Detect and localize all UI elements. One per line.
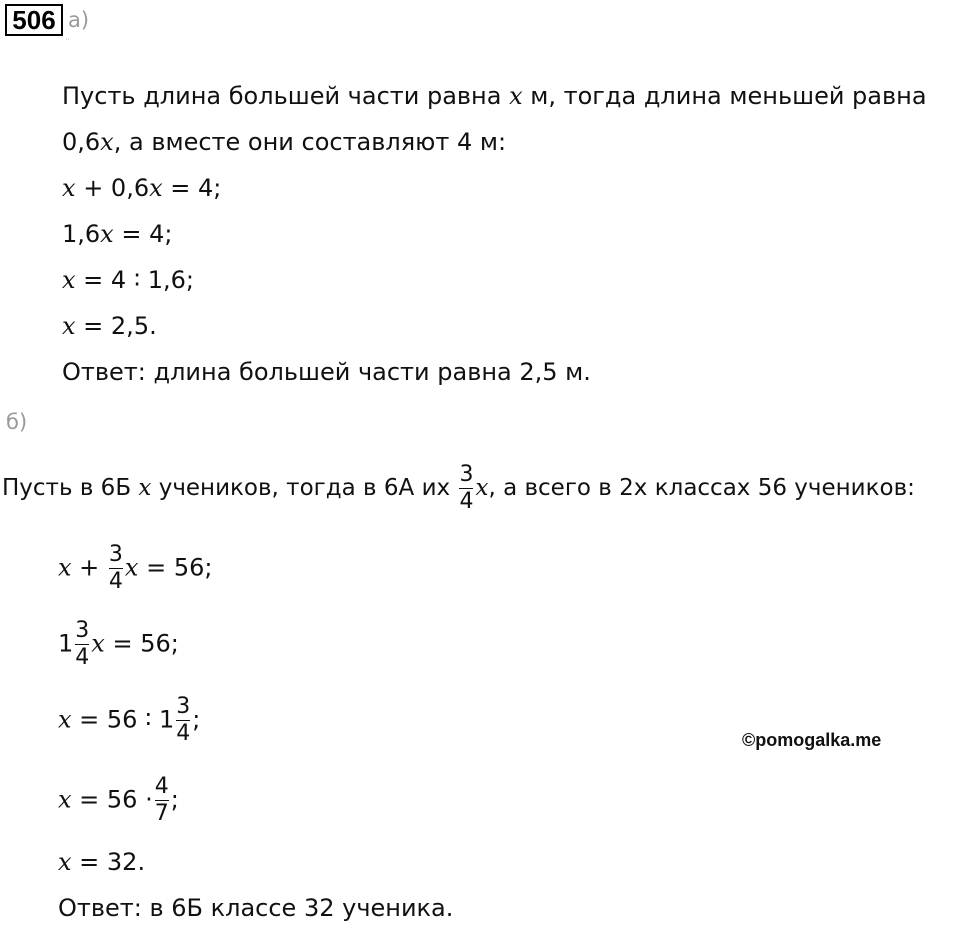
text: учеников, тогда в 6А их [151, 475, 458, 501]
part-b-intro [2, 462, 915, 515]
variable: x [509, 82, 523, 110]
text: ; [192, 705, 201, 734]
part-a-equation-1 [62, 172, 221, 204]
variable: x [138, 475, 152, 501]
denominator: 4 [75, 645, 90, 670]
variable: x [62, 312, 76, 340]
text: ; [170, 785, 179, 814]
numerator: 3 [176, 694, 191, 719]
variable: x [100, 128, 114, 156]
text: 1,6 [62, 220, 101, 248]
part-a-intro-line-1 [62, 80, 927, 112]
variable: x [58, 785, 72, 814]
part-a-equation-4 [62, 310, 157, 342]
numerator: 3 [75, 618, 90, 643]
text: , а всего в 2х классах 56 учеников: [488, 475, 915, 501]
variable: x [58, 553, 72, 582]
variable: x [149, 174, 163, 202]
numerator: 4 [154, 774, 169, 799]
text: + [71, 553, 107, 582]
variable: x [91, 629, 105, 658]
variable: x [58, 848, 72, 876]
part-a-label: а) [68, 8, 90, 32]
part-b-label: б) [6, 410, 28, 434]
variable: x [62, 266, 76, 294]
text: м, тогда длина меньшей равна [522, 82, 927, 110]
part-a-intro-line-2 [62, 126, 506, 158]
part-a-equation-2 [62, 218, 172, 250]
variable: x [58, 705, 72, 734]
denominator: 4 [459, 489, 474, 514]
text: = 2,5. [75, 312, 157, 340]
part-b-equation-3 [58, 694, 200, 747]
text: 0,6 [62, 128, 101, 156]
text: 1 [58, 629, 74, 658]
part-b-equation-4 [58, 774, 179, 827]
numerator: 3 [459, 462, 474, 487]
variable: x [62, 174, 76, 202]
text: = 56 · [71, 785, 153, 814]
text: = 56; [138, 553, 213, 582]
fraction [176, 694, 190, 747]
denominator: 4 [176, 721, 191, 746]
variable: x [475, 475, 489, 501]
part-a-equation-3 [62, 264, 194, 296]
problem-number: 506 [5, 4, 63, 36]
fraction [155, 774, 169, 827]
part-b-answer: Ответ: в 6Б классе 32 ученика. [58, 894, 454, 922]
text: = 32. [71, 848, 146, 876]
variable: x [100, 220, 114, 248]
text: = 4; [113, 220, 173, 248]
text: = 56 ∶ 1 [71, 705, 175, 734]
part-b-equation-1 [58, 542, 212, 595]
text: = 4; [162, 174, 222, 202]
tick-mark: ¨ [65, 38, 70, 49]
text: Пусть в 6Б [2, 475, 139, 501]
text: , а вместе они составляют 4 м: [113, 128, 507, 156]
fraction [75, 618, 89, 671]
denominator: 4 [108, 569, 123, 594]
variable: x [124, 553, 139, 582]
part-a-answer: Ответ: длина большей части равна 2,5 м. [62, 358, 591, 386]
numerator: 3 [108, 542, 123, 567]
fraction [109, 542, 123, 595]
part-b-equation-5 [58, 846, 145, 878]
fraction [459, 462, 473, 515]
text: = 56; [104, 629, 179, 658]
text: + 0,6 [83, 174, 150, 202]
part-b-equation-2 [58, 618, 179, 671]
denominator: 7 [154, 801, 169, 826]
watermark: ©pomogalka.me [742, 730, 882, 750]
text: = 4 ∶ 1,6; [75, 266, 194, 294]
text: Пусть длина большей части равна [62, 82, 510, 110]
